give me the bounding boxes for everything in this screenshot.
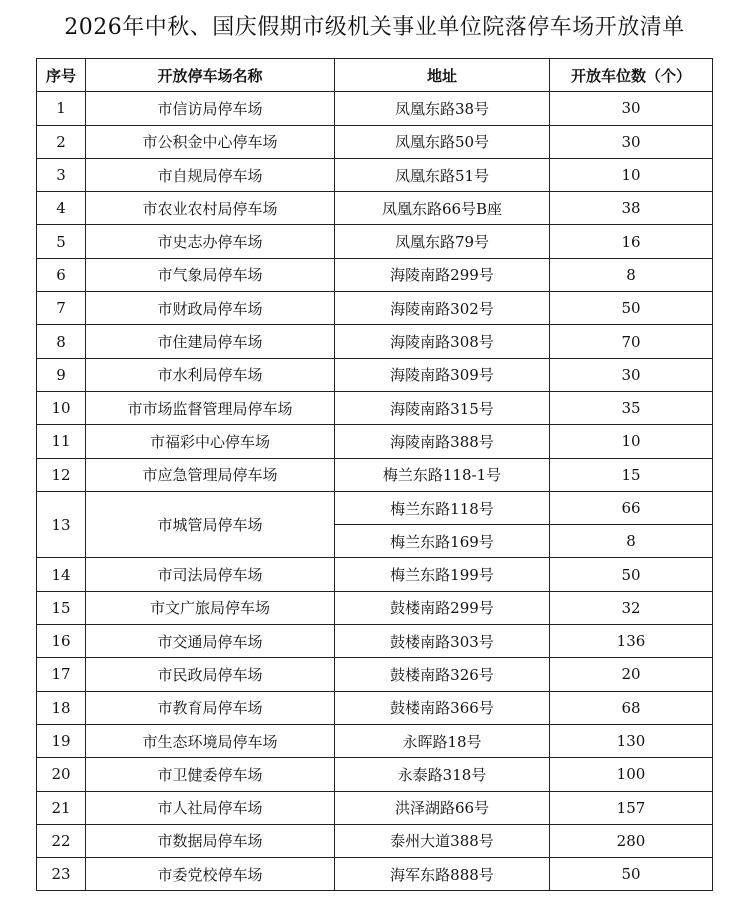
parking-address: 鼓楼南路326号 [335, 658, 550, 691]
parking-name: 市农业农村局停车场 [86, 192, 335, 225]
parking-name: 市文广旅局停车场 [86, 591, 335, 624]
parking-spaces: 20 [550, 658, 713, 691]
parking-spaces: 50 [550, 558, 713, 591]
row-index: 17 [37, 658, 86, 691]
parking-name: 市气象局停车场 [86, 258, 335, 291]
parking-name: 市民政局停车场 [86, 658, 335, 691]
parking-address: 鼓楼南路303号 [335, 625, 550, 658]
parking-name: 市应急管理局停车场 [86, 458, 335, 491]
table-row [37, 824, 713, 857]
page-title: 2026年中秋、国庆假期市级机关事业单位院落停车场开放清单 [64, 15, 685, 40]
table-row [37, 758, 713, 791]
table-row [37, 425, 713, 458]
parking-spaces: 10 [550, 158, 713, 191]
parking-spaces: 68 [550, 691, 713, 724]
parking-spaces: 8 [550, 525, 713, 558]
parking-address: 凤凰东路38号 [335, 92, 550, 125]
table-row [37, 391, 713, 424]
parking-spaces: 66 [550, 491, 713, 524]
parking-name: 市教育局停车场 [86, 691, 335, 724]
parking-address: 鼓楼南路299号 [335, 591, 550, 624]
table-row [37, 658, 713, 691]
table-row [37, 292, 713, 325]
parking-address: 永晖路18号 [335, 724, 550, 757]
row-index: 8 [37, 325, 86, 358]
parking-name: 市生态环境局停车场 [86, 724, 335, 757]
parking-name: 市公积金中心停车场 [86, 125, 335, 158]
table-row [37, 691, 713, 724]
parking-name: 市司法局停车场 [86, 558, 335, 591]
row-index: 16 [37, 625, 86, 658]
parking-address: 凤凰东路66号B座 [335, 192, 550, 225]
table-header-row [37, 59, 713, 92]
table-row [37, 358, 713, 391]
parking-name: 市委党校停车场 [86, 858, 335, 891]
table-row [37, 724, 713, 757]
row-index: 13 [37, 491, 86, 558]
table-row [37, 458, 713, 491]
parking-spaces: 130 [550, 724, 713, 757]
row-index: 5 [37, 225, 86, 258]
parking-address: 梅兰东路169号 [335, 525, 550, 558]
header-parking-name: 开放停车场名称 [86, 59, 335, 92]
parking-spaces: 30 [550, 125, 713, 158]
parking-address: 海陵南路388号 [335, 425, 550, 458]
parking-name: 市数据局停车场 [86, 824, 335, 857]
row-index: 14 [37, 558, 86, 591]
table-row [37, 625, 713, 658]
header-index: 序号 [37, 59, 86, 92]
parking-name: 市交通局停车场 [86, 625, 335, 658]
parking-list-table [36, 58, 713, 891]
header-spaces: 开放车位数（个） [550, 59, 713, 92]
row-index: 3 [37, 158, 86, 191]
parking-spaces: 30 [550, 358, 713, 391]
table-row [37, 491, 713, 524]
row-index: 15 [37, 591, 86, 624]
parking-address: 梅兰东路118-1号 [335, 458, 550, 491]
row-index: 4 [37, 192, 86, 225]
parking-address: 凤凰东路50号 [335, 125, 550, 158]
parking-address: 泰州大道388号 [335, 824, 550, 857]
row-index: 19 [37, 724, 86, 757]
table-row [37, 858, 713, 891]
parking-name: 市住建局停车场 [86, 325, 335, 358]
parking-spaces: 8 [550, 258, 713, 291]
parking-address: 洪泽湖路66号 [335, 791, 550, 824]
parking-address: 海陵南路309号 [335, 358, 550, 391]
row-index: 12 [37, 458, 86, 491]
row-index: 20 [37, 758, 86, 791]
row-index: 22 [37, 824, 86, 857]
parking-spaces: 30 [550, 92, 713, 125]
parking-name: 市财政局停车场 [86, 292, 335, 325]
table-row [37, 325, 713, 358]
parking-spaces: 136 [550, 625, 713, 658]
parking-spaces: 32 [550, 591, 713, 624]
parking-address: 凤凰东路79号 [335, 225, 550, 258]
parking-name: 市卫健委停车场 [86, 758, 335, 791]
row-index: 2 [37, 125, 86, 158]
parking-name: 市水利局停车场 [86, 358, 335, 391]
header-address: 地址 [335, 59, 550, 92]
row-index: 21 [37, 791, 86, 824]
parking-spaces: 35 [550, 391, 713, 424]
parking-spaces: 50 [550, 858, 713, 891]
table-row [37, 225, 713, 258]
row-index: 18 [37, 691, 86, 724]
row-index: 6 [37, 258, 86, 291]
parking-name: 市信访局停车场 [86, 92, 335, 125]
parking-address: 梅兰东路199号 [335, 558, 550, 591]
parking-address: 凤凰东路51号 [335, 158, 550, 191]
parking-spaces: 15 [550, 458, 713, 491]
row-index: 23 [37, 858, 86, 891]
row-index: 9 [37, 358, 86, 391]
row-index: 1 [37, 92, 86, 125]
parking-name: 市福彩中心停车场 [86, 425, 335, 458]
parking-name: 市自规局停车场 [86, 158, 335, 191]
parking-spaces: 50 [550, 292, 713, 325]
parking-name: 市史志办停车场 [86, 225, 335, 258]
table-row [37, 791, 713, 824]
parking-address: 海军东路888号 [335, 858, 550, 891]
parking-spaces: 16 [550, 225, 713, 258]
parking-name: 市市场监督管理局停车场 [86, 391, 335, 424]
parking-spaces: 100 [550, 758, 713, 791]
table-row [37, 92, 713, 125]
table-body [37, 92, 713, 891]
row-index: 7 [37, 292, 86, 325]
parking-address: 海陵南路308号 [335, 325, 550, 358]
table-row [37, 158, 713, 191]
parking-address: 海陵南路299号 [335, 258, 550, 291]
parking-spaces: 70 [550, 325, 713, 358]
row-index: 10 [37, 391, 86, 424]
table-row [37, 558, 713, 591]
parking-address: 海陵南路302号 [335, 292, 550, 325]
row-index: 11 [37, 425, 86, 458]
parking-name: 市城管局停车场 [86, 491, 335, 558]
table-row [37, 125, 713, 158]
parking-address: 海陵南路315号 [335, 391, 550, 424]
parking-address: 梅兰东路118号 [335, 491, 550, 524]
parking-spaces: 38 [550, 192, 713, 225]
parking-name: 市人社局停车场 [86, 791, 335, 824]
parking-spaces: 157 [550, 791, 713, 824]
table-row [37, 258, 713, 291]
parking-spaces: 280 [550, 824, 713, 857]
parking-address: 永泰路318号 [335, 758, 550, 791]
table-row [37, 192, 713, 225]
parking-spaces: 10 [550, 425, 713, 458]
parking-address: 鼓楼南路366号 [335, 691, 550, 724]
table-row [37, 591, 713, 624]
